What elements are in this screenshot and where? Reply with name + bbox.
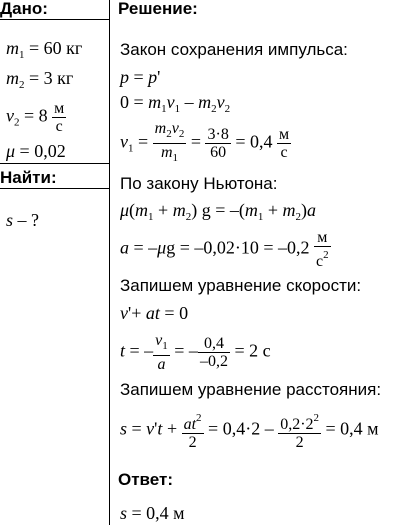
eq-momentum: p = p': [120, 67, 161, 87]
given-v2: $v_2 = 8$ $\frac{м}{с}$: [6, 100, 65, 135]
find-title: Найти:: [0, 168, 57, 187]
given-m2: $m_2 = 3$ кг: [6, 68, 74, 91]
column-divider: [109, 0, 110, 525]
find-title-underline: [0, 188, 109, 189]
eq-s: s = v't + $\frac{at^2}{2}$ = 0,4·2 – $\frac{0,2\cdot 2^2}{2}$ = 0,4 м: [120, 412, 379, 451]
given-title: Дано:: [0, 0, 48, 18]
answer-line: s = 0,4 м: [120, 503, 185, 523]
given-bottom-border: [0, 163, 109, 164]
solution-title: Решение:: [118, 0, 198, 18]
given-mu: μ = 0,02: [6, 141, 66, 161]
speed-title: Запишем уравнение скорости:: [120, 276, 362, 295]
answer-title: Ответ:: [118, 470, 173, 489]
given-title-underline: [0, 19, 109, 20]
eq-v1: $v_1$ = $\frac{m_2v_2}{m_1}$ = $\frac{3\cdot 8}{60}$ = 0,4 $\frac{м}{с}$: [120, 120, 290, 164]
eq-momentum-expanded: $0 = m_1v_1 - m_2v_2$: [120, 92, 231, 115]
eq-t: t = – $\frac{v_1}{a}$ = – $\frac{0,4}{-0,2}$ = 2 с: [120, 332, 271, 373]
law-momentum: Закон сохранения импульса:: [120, 40, 348, 59]
eq-newton: $\mu(m_1 + m_2) g = -(m_1 + m_2)a$: [120, 200, 316, 223]
law-newton: По закону Ньютона:: [120, 174, 278, 193]
find-line: s – ?: [6, 210, 40, 230]
eq-speed: v'+ at = 0: [120, 303, 189, 323]
given-m1: $m_1 = 60$ кг: [6, 38, 83, 61]
eq-a: a = –μg = –0,02·10 = –0,2 $\frac{м}{с^2}$: [120, 229, 329, 270]
distance-title: Запишем уравнение расстояния:: [120, 380, 382, 399]
